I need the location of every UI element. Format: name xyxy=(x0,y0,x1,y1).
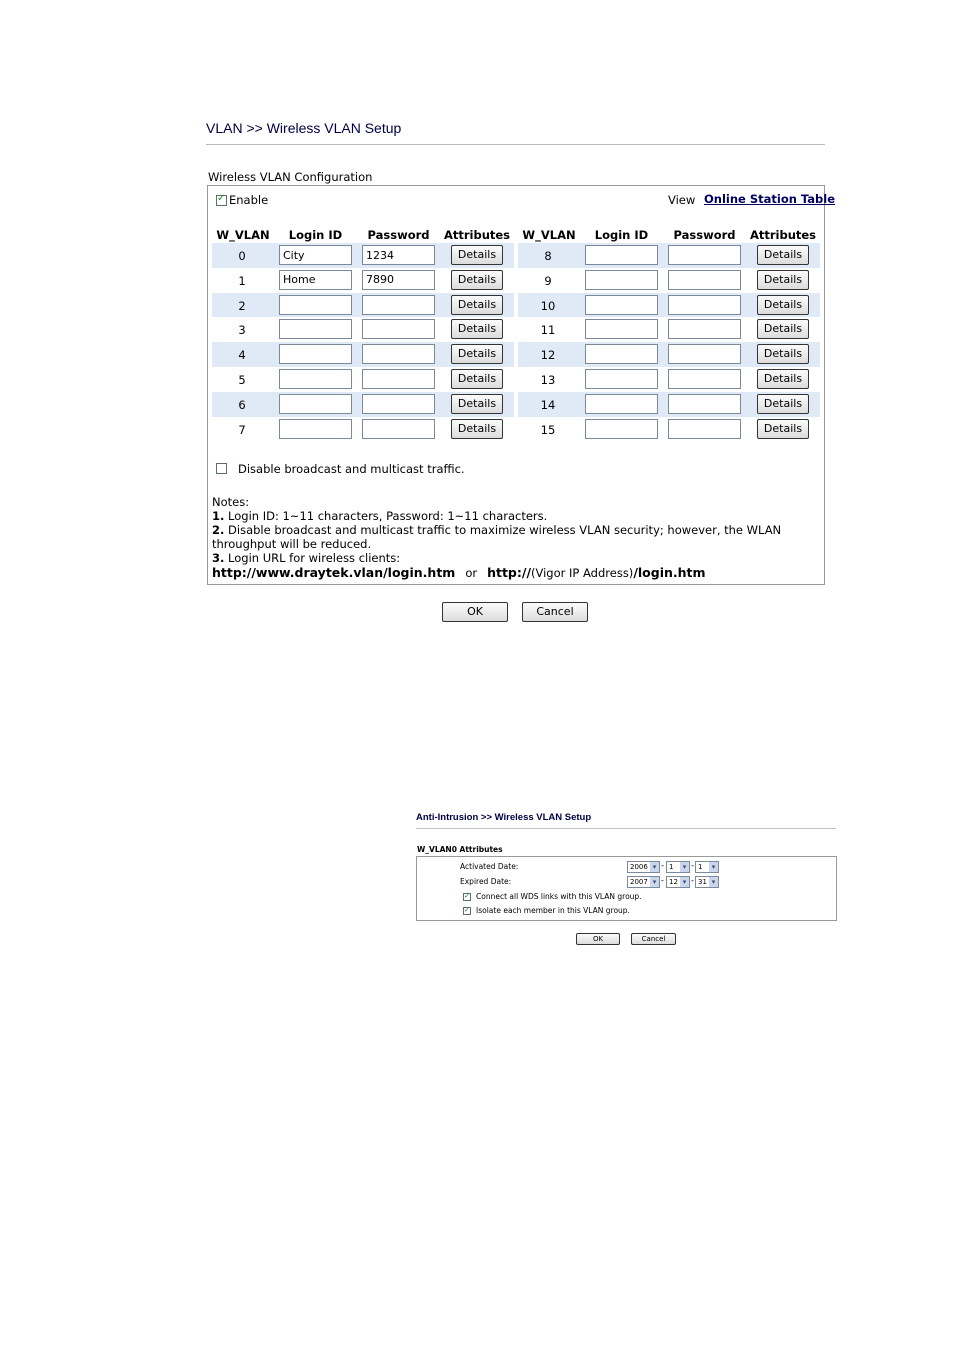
select-value: 1 xyxy=(698,863,703,871)
attributes-cancel-button[interactable]: Cancel xyxy=(631,933,676,945)
details-button[interactable]: Details xyxy=(451,319,503,339)
header-password-left: Password xyxy=(367,228,430,242)
chevron-down-icon: ▾ xyxy=(680,877,689,887)
details-button[interactable]: Details xyxy=(757,344,809,364)
password-input[interactable] xyxy=(362,270,435,290)
wvlan-number: 13 xyxy=(540,373,556,387)
online-station-table-link[interactable]: Online Station Table xyxy=(704,192,836,206)
note-text: Login URL for wireless clients: xyxy=(224,551,401,565)
wvlan-number: 10 xyxy=(540,298,556,313)
details-button[interactable]: Details xyxy=(757,369,809,389)
page-title: VLAN >> Wireless VLAN Setup xyxy=(206,120,402,136)
password-input[interactable] xyxy=(362,419,435,439)
wvlan-number: 8 xyxy=(544,249,552,263)
activated-date-label: Activated Date: xyxy=(460,862,519,871)
note-3 xyxy=(212,551,400,565)
login-id-input[interactable] xyxy=(279,369,352,389)
login-id-input[interactable] xyxy=(279,319,352,339)
login-id-input[interactable] xyxy=(279,295,352,315)
cancel-button[interactable]: Cancel xyxy=(522,602,588,622)
select-value: 2006 xyxy=(630,863,648,871)
header-login-left: Login ID xyxy=(288,228,343,242)
details-button[interactable]: Details xyxy=(451,245,503,265)
attributes-page-title: Anti-Intrusion >> Wireless VLAN Setup xyxy=(416,812,592,823)
login-url-2-ip: (Vigor IP Address) xyxy=(531,566,634,580)
details-button[interactable]: Details xyxy=(451,369,503,389)
note-text: Login ID: 1~11 characters, Password: 1~11 characters. xyxy=(224,509,548,523)
details-button[interactable]: Details xyxy=(757,270,809,290)
password-input[interactable] xyxy=(668,270,741,290)
wvlan-number: 9 xyxy=(544,273,552,288)
wvlan-number: 15 xyxy=(540,422,556,437)
login-url-line xyxy=(212,565,706,580)
attributes-ok-button[interactable]: OK xyxy=(576,933,620,945)
login-url-2-prefix: http:// xyxy=(487,565,532,580)
chevron-down-icon: ▾ xyxy=(680,862,689,872)
chevron-down-icon: ▾ xyxy=(709,862,718,872)
date-separator: - xyxy=(661,861,664,870)
login-url-2-suffix: /login.htm xyxy=(633,565,706,580)
disable-broadcast-checkbox[interactable] xyxy=(216,463,227,474)
details-button[interactable]: Details xyxy=(451,295,503,315)
password-input[interactable] xyxy=(668,394,741,414)
disable-broadcast-label: Disable broadcast and multicast traffic. xyxy=(238,462,465,476)
header-password-right: Password xyxy=(673,228,736,242)
notes-title: Notes: xyxy=(212,495,250,509)
wvlan-number: 11 xyxy=(540,323,556,338)
details-button[interactable]: Details xyxy=(451,419,503,439)
wvlan-number: 2 xyxy=(238,298,246,313)
login-id-input[interactable] xyxy=(585,245,658,265)
details-button[interactable]: Details xyxy=(451,344,503,364)
header-attributes-right: Attributes xyxy=(749,228,817,242)
connect-wds-checkbox[interactable] xyxy=(463,893,471,901)
wvlan-number: 4 xyxy=(238,348,246,363)
password-input[interactable] xyxy=(362,245,435,265)
date-separator: - xyxy=(661,876,664,885)
attributes-section-title: W_VLAN0 Attributes xyxy=(417,845,503,854)
header-wvlan-right: W_VLAN xyxy=(522,228,576,242)
note-number: 3. xyxy=(212,551,225,565)
select-value: 1 xyxy=(669,863,674,871)
login-id-input[interactable] xyxy=(279,394,352,414)
select-value: 12 xyxy=(669,878,678,886)
chevron-down-icon: ▾ xyxy=(709,877,718,887)
header-wvlan-left: W_VLAN xyxy=(216,228,270,242)
section-title: Wireless VLAN Configuration xyxy=(208,170,373,184)
wvlan-number: 14 xyxy=(540,397,556,412)
login-id-input[interactable] xyxy=(585,295,658,315)
password-input[interactable] xyxy=(668,295,741,315)
note-number: 1. xyxy=(212,509,225,523)
details-button[interactable]: Details xyxy=(451,270,503,290)
details-button[interactable]: Details xyxy=(757,245,809,265)
select-value: 2007 xyxy=(630,878,648,886)
details-button[interactable]: Details xyxy=(757,295,809,315)
expired-year-select[interactable] xyxy=(627,876,660,888)
note-text: Disable broadcast and multicast traffic to maximize wireless VLAN security; however, the WLAN xyxy=(224,523,782,537)
password-input[interactable] xyxy=(362,344,435,364)
select-value: 31 xyxy=(698,878,707,886)
password-input[interactable] xyxy=(668,245,741,265)
password-input[interactable] xyxy=(668,319,741,339)
login-id-input[interactable] xyxy=(585,394,658,414)
wvlan-number: 0 xyxy=(238,249,246,263)
details-button[interactable]: Details xyxy=(451,394,503,414)
url-or: or xyxy=(465,566,478,580)
password-input[interactable] xyxy=(362,319,435,339)
login-id-input[interactable] xyxy=(279,419,352,439)
title-divider xyxy=(206,144,825,145)
login-id-input[interactable] xyxy=(279,245,352,265)
enable-checkbox[interactable] xyxy=(216,195,227,206)
header-login-right: Login ID xyxy=(594,228,649,242)
login-id-input[interactable] xyxy=(585,270,658,290)
password-input[interactable] xyxy=(668,344,741,364)
wvlan-number: 7 xyxy=(238,422,246,437)
date-separator: - xyxy=(691,861,694,870)
chevron-down-icon: ▾ xyxy=(650,877,659,887)
activated-year-select[interactable] xyxy=(627,861,660,873)
login-id-input[interactable] xyxy=(279,270,352,290)
wvlan-number: 3 xyxy=(238,323,246,338)
wvlan-number: 12 xyxy=(540,348,556,363)
isolate-member-label: Isolate each member in this VLAN group. xyxy=(476,906,630,915)
note-2 xyxy=(212,523,781,537)
wvlan-number: 5 xyxy=(238,373,246,387)
password-input[interactable] xyxy=(362,394,435,414)
login-id-input[interactable] xyxy=(279,344,352,364)
note-2-cont: throughput will be reduced. xyxy=(212,537,372,551)
header-attributes-left: Attributes xyxy=(443,228,511,242)
login-id-input[interactable] xyxy=(585,319,658,339)
password-input[interactable] xyxy=(668,369,741,389)
wvlan-number: 6 xyxy=(238,397,246,412)
details-button[interactable]: Details xyxy=(757,394,809,414)
password-input[interactable] xyxy=(362,369,435,389)
expired-date-label: Expired Date: xyxy=(460,877,512,886)
expired-day-select[interactable] xyxy=(695,876,719,888)
details-button[interactable]: Details xyxy=(757,319,809,339)
activated-day-select[interactable] xyxy=(695,861,719,873)
isolate-member-checkbox[interactable] xyxy=(463,907,471,915)
connect-wds-label: Connect all WDS links with this VLAN group. xyxy=(476,892,642,901)
date-separator: - xyxy=(691,876,694,885)
note-number: 2. xyxy=(212,523,225,537)
note-1 xyxy=(212,509,547,523)
enable-label: Enable xyxy=(229,193,269,207)
wvlan-number: 1 xyxy=(238,273,246,288)
attributes-title-divider xyxy=(416,828,836,829)
password-input[interactable] xyxy=(362,295,435,315)
ok-button[interactable]: OK xyxy=(442,602,508,622)
login-id-input[interactable] xyxy=(585,344,658,364)
chevron-down-icon: ▾ xyxy=(650,862,659,872)
expired-month-select[interactable] xyxy=(666,876,690,888)
view-label: View xyxy=(668,193,696,207)
login-url-1: http://www.draytek.vlan/login.htm xyxy=(212,565,456,580)
details-button[interactable]: Details xyxy=(757,419,809,439)
password-input[interactable] xyxy=(668,419,741,439)
login-id-input[interactable] xyxy=(585,419,658,439)
login-id-input[interactable] xyxy=(585,369,658,389)
activated-month-select[interactable] xyxy=(666,861,690,873)
